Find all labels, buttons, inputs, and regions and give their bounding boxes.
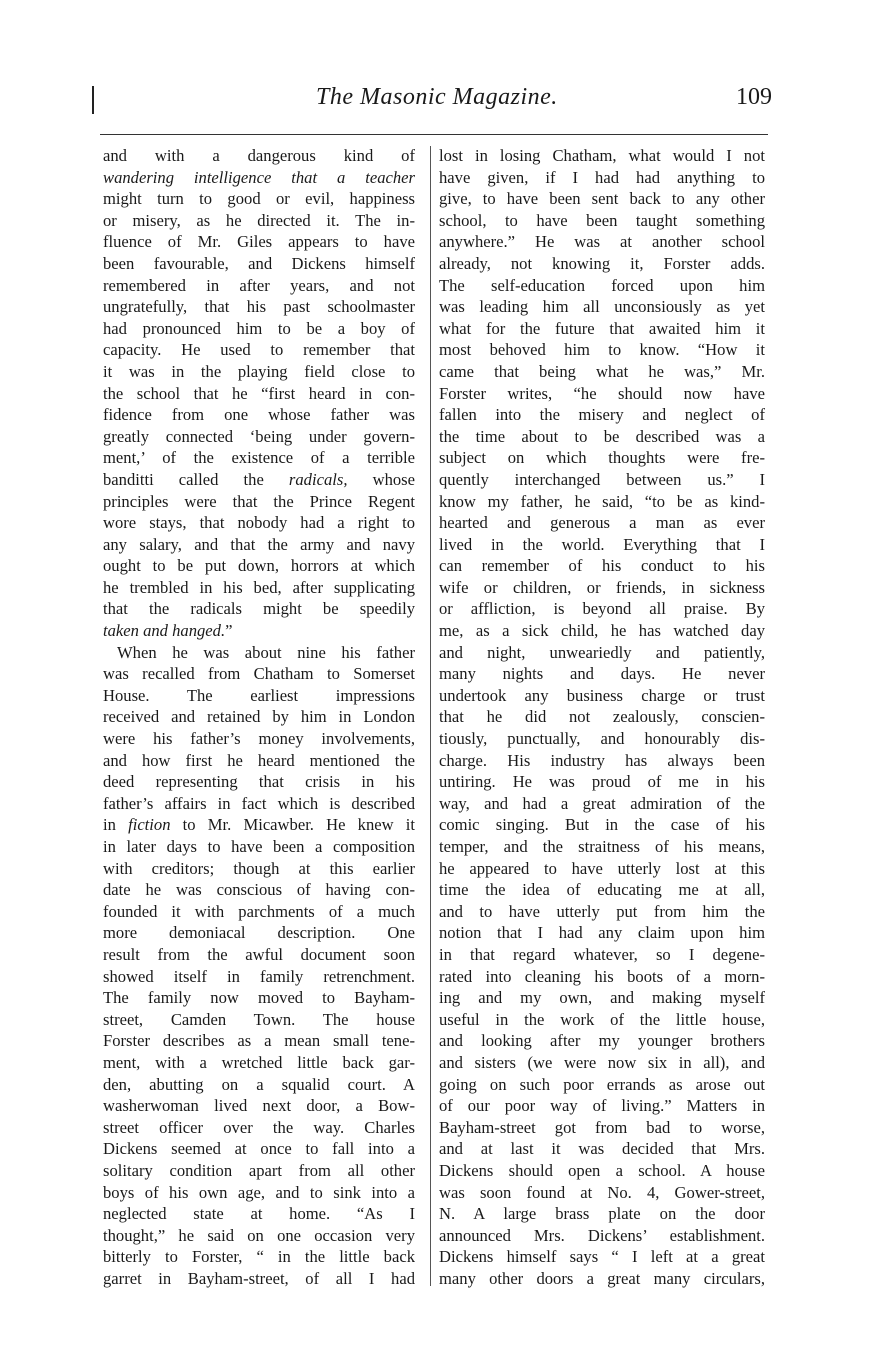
text-line: and with a dangerous kind of <box>103 146 415 165</box>
text-line: way, and had a great admiration of the <box>439 793 765 813</box>
text-line: street, Camden Town. The house <box>103 1009 415 1029</box>
text-line: wandering intelligence that a teacher <box>103 167 415 187</box>
text-line: Forster describes as a mean small tene- <box>103 1031 415 1051</box>
text-line: House. The earliest impressions <box>103 685 415 705</box>
text-line: what for the future that awaited him it <box>439 318 765 338</box>
text-line: undertook any business charge or trust <box>439 685 765 705</box>
text-line: that the radicals might be speedily <box>103 599 415 619</box>
text-line: ungratefully, that his past schoolmaster <box>103 297 415 317</box>
header-rule <box>100 134 768 135</box>
text-line: in that regard whatever, so I degene- <box>439 944 765 964</box>
text-line: ing and my own, and making myself <box>439 988 765 1008</box>
text-line: Bayham-street got from bad to worse, <box>439 1117 765 1137</box>
text-line: more demoniacal description. One <box>103 923 415 943</box>
text-line: wore stays, that nobody had a right to <box>103 513 415 533</box>
text-line: N. A large brass plate on the door <box>439 1204 765 1224</box>
text-line: tiously, punctually, and honourably dis- <box>439 729 765 749</box>
text-line: The family now moved to Bayham- <box>103 988 415 1008</box>
text-line: received and retained by him in London <box>103 707 415 727</box>
text-line: garret in Bayham-street, of all I had <box>103 1268 415 1288</box>
text-line: it was in the playing field close to <box>103 361 415 381</box>
text-line: came that being what he was,” Mr. <box>439 361 765 381</box>
text-line: temper, and the straitness of his means, <box>439 837 765 856</box>
text-line: untiring. He was proud of me in his <box>439 772 765 792</box>
text-line: Dickens should open a school. A house <box>439 1160 765 1180</box>
text-line: in fiction to Mr. Micawber. He knew it <box>103 815 415 835</box>
page-header <box>92 84 772 124</box>
text-line: rated into cleaning his boots of a morn- <box>439 966 765 986</box>
text-line: the time about to be described was a <box>439 426 765 446</box>
text-line: and night, unweariedly and patiently, <box>439 642 765 662</box>
text-line: hearted and generous a man as ever <box>439 513 765 533</box>
text-line: going on such poor errands as arose out <box>439 1074 765 1094</box>
left-column <box>103 145 415 1289</box>
text-line: founded it with parchments of a much <box>103 901 415 921</box>
text-line: father’s affairs in fact which is described <box>103 793 415 813</box>
text-line: quently interchanged between us.” I <box>439 469 765 489</box>
text-line: already, not knowing it, Forster adds. <box>439 253 765 273</box>
text-line: Forster writes, “he should now have <box>439 383 765 403</box>
text-line: or misery, as he directed it. The in- <box>103 210 415 230</box>
text-line: boys of his own age, and to sink into a <box>103 1182 415 1202</box>
text-line: charge. His industry has always been <box>439 750 765 770</box>
text-line: principles were that the Prince Regent <box>103 491 415 511</box>
right-column <box>439 145 765 1289</box>
text-line: banditti called the radicals, whose <box>103 469 415 489</box>
text-line: was soon found at No. 4, Gower-street, <box>439 1182 765 1202</box>
text-line: most behoved him to know. “How it <box>439 340 765 360</box>
text-line: announced Mrs. Dickens’ establishment. <box>439 1225 765 1245</box>
text-line: date he was conscious of having con- <box>103 880 415 900</box>
text-line: give, to have been sent back to any other <box>439 189 765 209</box>
text-line: in later days to have been a composition <box>103 837 415 856</box>
text-line: When he was about nine his father <box>117 642 415 662</box>
text-line: with creditors; though at this earlier <box>103 858 415 878</box>
text-line: wife or children, or friends, in sickness <box>439 577 765 597</box>
text-line: subject on which thoughts were fre- <box>439 448 765 468</box>
text-line: ought to be put down, horrors at which <box>103 556 415 576</box>
text-line: been favourable, and Dickens himself <box>103 253 415 273</box>
text-line: any salary, and that the army and navy <box>103 534 415 554</box>
text-line: den, abutting on a squalid court. A <box>103 1074 415 1094</box>
page-number: 109 <box>736 84 772 110</box>
text-line: The self-education forced upon him <box>439 275 765 295</box>
text-line: know my father, he said, “to be as kind- <box>439 491 765 511</box>
text-line: might turn to good or evil, happiness <box>103 189 415 209</box>
text-line: was leading him all unconsiously as yet <box>439 297 765 317</box>
running-title: The Masonic Magazine. <box>316 84 558 110</box>
text-line: capacity. He used to remember that <box>103 340 415 360</box>
text-line: he appeared to have utterly lost at this <box>439 858 765 878</box>
text-line: many other doors a great many circulars, <box>439 1268 765 1288</box>
text-line: showed itself in family retrenchment. <box>103 966 415 986</box>
text-line: and sisters (we were now six in all), and <box>439 1052 765 1072</box>
text-line: solitary condition apart from all other <box>103 1160 415 1180</box>
text-line: remembered in after years, and not <box>103 275 415 295</box>
text-line: comic singing. But in the case of his <box>439 815 765 835</box>
text-line: Dickens himself says “ I left at a great <box>439 1247 765 1267</box>
text-line: were his father’s money involvements, <box>103 729 415 749</box>
text-line: or affliction, is beyond all praise. By <box>439 599 765 619</box>
text-line: washerwoman lived next door, a Bow- <box>103 1096 415 1116</box>
text-line: many nights and days. He never <box>439 664 765 684</box>
text-line: fidence from one whose father was <box>103 405 415 425</box>
text-line: useful in the work of the little house, <box>439 1009 765 1029</box>
text-line: he trembled in his bed, after supplicating <box>103 577 415 597</box>
text-line: was recalled from Chatham to Somerset <box>103 664 415 684</box>
text-line: notion that I had any claim upon him <box>439 923 765 943</box>
text-line: ment,’ of the existence of a terrible <box>103 448 415 468</box>
text-line: anywhere.” He was at another school <box>439 232 765 252</box>
text-line: of our poor way of living.” Matters in <box>439 1096 765 1116</box>
text-line: and looking after my younger brothers <box>439 1031 765 1051</box>
text-line: and at last it was decided that Mrs. <box>439 1139 765 1159</box>
text-line: had pronounced him to be a boy of <box>103 318 415 338</box>
text-line: have given, if I had had anything to <box>439 167 765 187</box>
text-line: thought,” he said on one occasion very <box>103 1225 415 1245</box>
text-line: result from the awful document soon <box>103 944 415 964</box>
text-line: ment, with a wretched little back gar- <box>103 1052 415 1072</box>
text-line: me, as a sick child, he has watched day <box>439 621 765 641</box>
text-line: lived in the world. Everything that I <box>439 534 765 554</box>
margin-mark <box>92 86 94 114</box>
text-line: neglected state at home. “As I <box>103 1204 415 1224</box>
text-line: fluence of Mr. Giles appears to have <box>103 232 415 252</box>
text-line: and how first he heard mentioned the <box>103 750 415 770</box>
text-line: school, to have been taught something <box>439 210 765 230</box>
text-line: that he did not zealously, conscien- <box>439 707 765 727</box>
text-line: time the idea of educating me at all, <box>439 880 765 900</box>
text-line: Dickens seemed at once to fall into a <box>103 1139 415 1159</box>
text-line: fallen into the misery and neglect of <box>439 405 765 425</box>
text-line: greatly connected ‘being under govern- <box>103 426 415 446</box>
text-line: and to have utterly put from him the <box>439 901 765 921</box>
text-line: lost in losing Chatham, what would I not <box>439 146 765 165</box>
text-line: deed representing that crisis in his <box>103 772 415 792</box>
text-line: taken and hanged.” <box>103 621 233 641</box>
column-divider <box>430 146 431 1286</box>
text-line: can remember of his conduct to his <box>439 556 765 576</box>
text-line: street officer over the way. Charles <box>103 1117 415 1137</box>
text-line: the school that he “first heard in con- <box>103 383 415 403</box>
text-line: bitterly to Forster, “ in the little back <box>103 1247 415 1267</box>
